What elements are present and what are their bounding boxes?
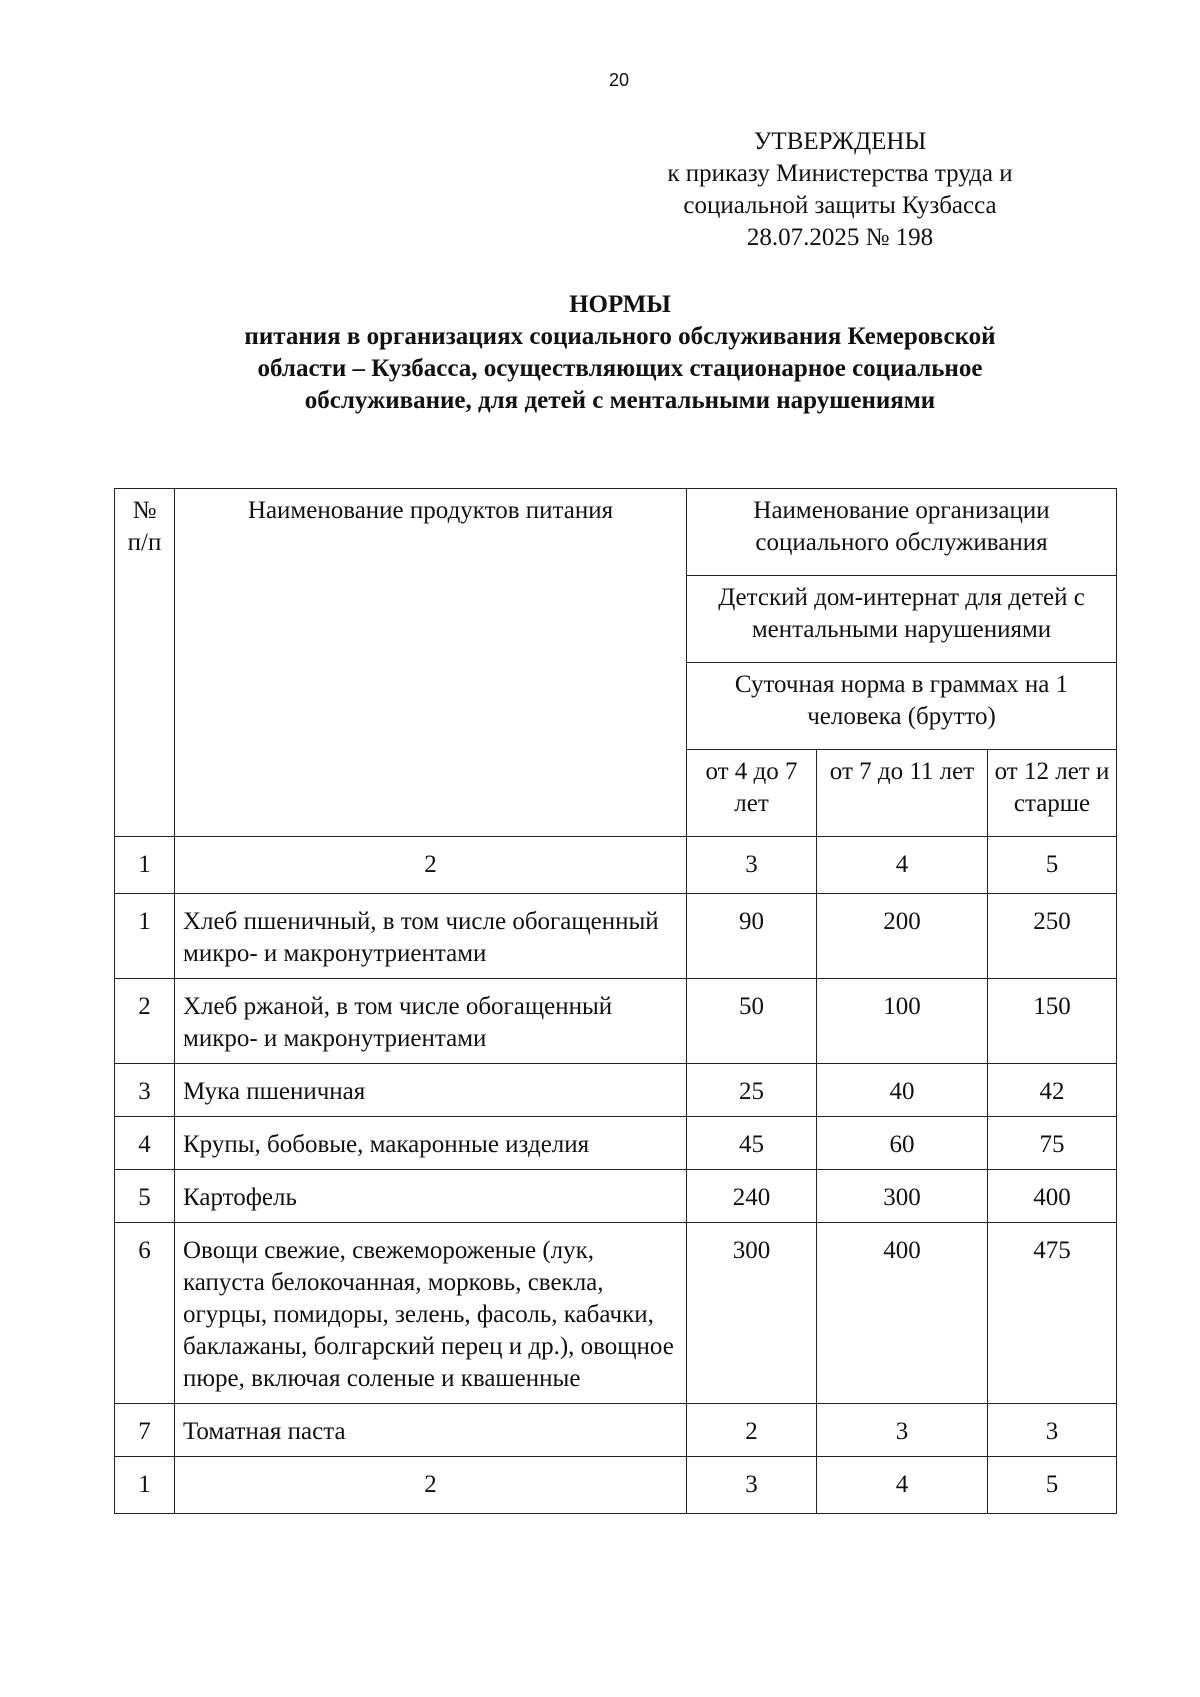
- index-cell: 4: [817, 1457, 988, 1514]
- norm-4-7: 90: [687, 894, 817, 979]
- norm-4-7: 240: [687, 1170, 817, 1223]
- title-line: области – Кузбасса, осуществляющих стационарное социальное: [257, 355, 983, 382]
- document-title: [140, 289, 1100, 417]
- header-org: Наименование организации социального обслуживания: [687, 489, 1117, 576]
- norm-7-11: 100: [817, 979, 988, 1064]
- table-row: [115, 1170, 1117, 1223]
- table-row: [115, 1117, 1117, 1170]
- norm-12-plus: 400: [988, 1170, 1117, 1223]
- header-age-12-plus: от 12 лет и старше: [988, 750, 1117, 837]
- norm-4-7: 45: [687, 1117, 817, 1170]
- approval-title: УТВЕРЖДЕНЫ: [753, 128, 927, 155]
- product-name: Хлеб ржаной, в том числе обогащенный микро- и макронутриентами: [175, 979, 687, 1064]
- product-name: Крупы, бобовые, макаронные изделия: [175, 1117, 687, 1170]
- table-row: [115, 1404, 1117, 1457]
- row-num: 4: [115, 1117, 175, 1170]
- header-age-7-11: от 7 до 11 лет: [817, 750, 988, 837]
- column-index-row-repeat: [115, 1457, 1117, 1514]
- row-num: 1: [115, 894, 175, 979]
- norm-7-11: 3: [817, 1404, 988, 1457]
- index-cell: 4: [817, 837, 988, 894]
- approval-line: к приказу Министерства труда и: [667, 160, 1013, 187]
- norm-4-7: 25: [687, 1064, 817, 1117]
- approval-line: социальной защиты Кузбасса: [683, 192, 997, 219]
- title-heading: НОРМЫ: [569, 291, 671, 318]
- product-name: Мука пшеничная: [175, 1064, 687, 1117]
- norm-4-7: 300: [687, 1223, 817, 1404]
- row-num: 2: [115, 979, 175, 1064]
- norm-7-11: 40: [817, 1064, 988, 1117]
- product-name: Овощи свежие, свежемороженые (лук, капуста белокочанная, морковь, свекла, огурцы, помидоры, зелень, фасоль, кабачки, баклажаны, болгарский перец и др.), овощное пюре, включая соленые и квашенные: [175, 1223, 687, 1404]
- product-name: Картофель: [175, 1170, 687, 1223]
- table-row: [115, 979, 1117, 1064]
- norm-12-plus: 475: [988, 1223, 1117, 1404]
- index-cell: 5: [988, 1457, 1117, 1514]
- norm-12-plus: 75: [988, 1117, 1117, 1170]
- index-cell: 1: [115, 1457, 175, 1514]
- norm-7-11: 60: [817, 1117, 988, 1170]
- index-cell: 3: [687, 1457, 817, 1514]
- title-line: обслуживание, для детей с ментальными нарушениями: [304, 387, 936, 414]
- row-num: 7: [115, 1404, 175, 1457]
- table-row: [115, 894, 1117, 979]
- index-cell: 3: [687, 837, 817, 894]
- table-row: [115, 1223, 1117, 1404]
- column-index-row: [115, 837, 1117, 894]
- norm-4-7: 50: [687, 979, 817, 1064]
- norm-7-11: 200: [817, 894, 988, 979]
- product-name: Хлеб пшеничный, в том числе обогащенный микро- и макронутриентами: [175, 894, 687, 979]
- header-num: № п/п: [115, 489, 175, 837]
- row-num: 3: [115, 1064, 175, 1117]
- header-norm: Суточная норма в граммах на 1 человека (брутто): [687, 663, 1117, 750]
- page-number: 20: [608, 70, 630, 90]
- norm-12-plus: 3: [988, 1404, 1117, 1457]
- header-age-4-7: от 4 до 7 лет: [687, 750, 817, 837]
- header-org-name: Детский дом-интернат для детей с ментальными нарушениями: [687, 576, 1117, 663]
- row-num: 5: [115, 1170, 175, 1223]
- table-row: [115, 1064, 1117, 1117]
- norm-12-plus: 250: [988, 894, 1117, 979]
- index-cell: 2: [175, 1457, 687, 1514]
- norm-4-7: 2: [687, 1404, 817, 1457]
- approval-stamp: [640, 126, 1040, 254]
- product-name: Томатная паста: [175, 1404, 687, 1457]
- title-line: питания в организациях социального обслуживания Кемеровской: [244, 323, 996, 350]
- header-product: Наименование продуктов питания: [175, 489, 687, 837]
- index-cell: 2: [175, 837, 687, 894]
- norm-7-11: 400: [817, 1223, 988, 1404]
- norm-12-plus: 42: [988, 1064, 1117, 1117]
- index-cell: 1: [115, 837, 175, 894]
- row-num: 6: [115, 1223, 175, 1404]
- index-cell: 5: [988, 837, 1117, 894]
- norms-table: [114, 488, 1117, 1514]
- norm-7-11: 300: [817, 1170, 988, 1223]
- approval-date: 28.07.2025 № 198: [746, 224, 934, 251]
- norm-12-plus: 150: [988, 979, 1117, 1064]
